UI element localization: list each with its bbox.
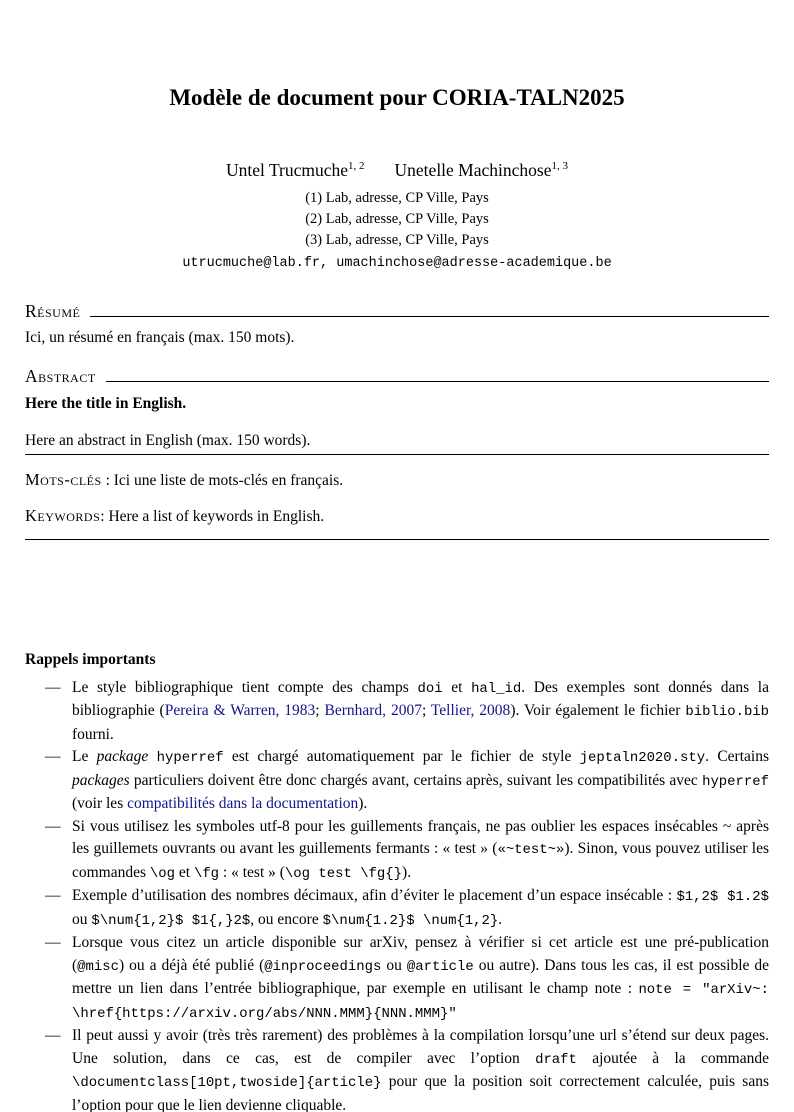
code-text: \og xyxy=(149,865,176,882)
body-text: et xyxy=(175,863,194,881)
body-text: ou autre). Dans tous les cas, il est possible de mettre un lien dans l’entrée bibliographique, par exemple en utilisant le champ note : xyxy=(72,956,770,998)
author-emails: utrucmuche@lab.fr, umachinchose@adresse-academique.be xyxy=(182,255,612,271)
abstract-heading-rule xyxy=(106,381,769,382)
body-text: Si vous utilisez les symboles utf-8 pour les guillements français, ne pas oublier les espaces insécables ~ après les guillemets ouvrants ou avant les guillements fermants : « test » ( xyxy=(72,817,769,858)
body-text: ). xyxy=(402,863,412,881)
code-text: @article xyxy=(406,958,474,975)
list-item-text xyxy=(72,679,769,743)
body-text: ). Sinon, vous pouvez utiliser les commandes xyxy=(72,840,769,881)
code-text: biblio.bib xyxy=(685,704,770,721)
code-text: jeptaln2020.sty xyxy=(579,750,706,767)
citation-link[interactable]: Pereira & Warren, 1983 xyxy=(164,702,316,720)
author-1-name: Untel Trucmuche xyxy=(226,159,349,180)
keywords-text: Here a list of keywords in English. xyxy=(108,507,325,525)
abstract-text: Here an abstract in English (max. 150 words). xyxy=(25,430,769,455)
list-dash-icon: — xyxy=(45,748,61,766)
affiliation-1: (1) Lab, adresse, CP Ville, Pays xyxy=(305,189,489,206)
body-text: ) ou a déjà été publié ( xyxy=(119,956,265,974)
list-dash-icon: — xyxy=(45,887,61,905)
keywords-line xyxy=(25,506,769,540)
body-text: : « test » ( xyxy=(219,863,285,881)
list-item-guillemets xyxy=(25,816,769,886)
list-item-text xyxy=(72,818,769,881)
body-text: Il peut aussi y avoir (très très rarement) des problèmes à la compilation lorsqu’une url s’étend sur deux pages. Une solution, dans ce cas, est de compiler avec l’option xyxy=(72,1027,769,1067)
abstract-heading: Abstract xyxy=(25,365,96,386)
code-text: «~test~» xyxy=(497,842,565,859)
code-text: $\num{1,2}$ $1{,}2$ xyxy=(91,912,251,929)
italic-text: packages xyxy=(72,771,130,789)
body-text: particuliers doivent être donc chargés avant, certains après, suivant les compatibilités avec xyxy=(129,771,703,789)
body-text: Le xyxy=(72,748,97,766)
abstract-block xyxy=(25,301,769,540)
motscles-label: Mots-clés xyxy=(25,469,102,489)
rappels-list xyxy=(25,677,769,1112)
list-item-hyperref-package xyxy=(25,746,769,816)
code-text: hyperref xyxy=(156,750,224,767)
paper-title: Modèle de document pour CORIA-TALN2025 xyxy=(169,85,625,110)
affiliation-2: (2) Lab, adresse, CP Ville, Pays xyxy=(305,210,489,227)
list-item-decimal-numbers xyxy=(25,885,769,932)
body-text: (voir les xyxy=(72,795,128,813)
code-text: \fg xyxy=(193,865,220,882)
motscles-separator: : xyxy=(101,471,114,489)
code-text: @inproceedings xyxy=(264,958,382,975)
body-text: ). Voir également le fichier xyxy=(510,702,686,720)
list-item-bibliography-style xyxy=(25,677,769,747)
italic-text: package xyxy=(96,748,149,766)
abstract-heading-row xyxy=(25,366,769,386)
body-text: ajoutée à la commande xyxy=(576,1049,769,1067)
motscles-text: Ici une liste de mots-clés en français. xyxy=(113,471,344,489)
body-text xyxy=(148,748,156,765)
code-text: hyperref xyxy=(702,773,769,790)
authors-line xyxy=(25,155,769,181)
code-text: @misc xyxy=(77,958,119,975)
author-2 xyxy=(395,160,568,180)
list-dash-icon: — xyxy=(45,817,61,835)
code-text: $\num{1.2}$ \num{1,2} xyxy=(322,912,499,929)
list-item-url-compilation xyxy=(25,1025,769,1112)
citation-link[interactable]: Bernhard, 2007 xyxy=(324,702,422,720)
body-text: ou xyxy=(381,956,407,974)
keywords-label: Keywords xyxy=(25,505,101,525)
author-2-name: Unetelle Machinchose xyxy=(394,159,552,180)
code-text: doi xyxy=(417,680,443,697)
body-text: Lorsque vous citez un article disponible sur arXiv, pensez à vérifier si cet article est une pré-publication ( xyxy=(72,934,769,974)
code-text: $1,2$ $1.2$ xyxy=(676,889,769,906)
motscles-line xyxy=(25,470,769,491)
code-text: draft xyxy=(535,1051,577,1068)
code-text: \og test \fg{} xyxy=(284,865,403,882)
citation-link[interactable]: Tellier, 2008 xyxy=(430,702,511,720)
english-title: Here the title in English. xyxy=(25,394,187,412)
keywords-separator: : xyxy=(100,507,109,525)
list-item-arxiv-citation xyxy=(25,932,769,1025)
resume-text: Ici, un résumé en français (max. 150 mots). xyxy=(25,328,295,346)
section-heading-rappels: Rappels importants xyxy=(25,650,156,668)
author-2-affiliation-marks: 1, 3 xyxy=(551,160,568,172)
list-dash-icon: — xyxy=(45,934,61,952)
code-text: \documentclass[10pt,twoside]{article} xyxy=(72,1075,382,1092)
list-item-text xyxy=(72,1027,769,1112)
code-text: hal_id xyxy=(471,680,522,697)
list-item-text xyxy=(72,748,769,812)
body-text: fourni. xyxy=(72,725,114,743)
author-1 xyxy=(226,160,365,180)
body-text: ; xyxy=(315,702,325,720)
resume-heading-rule xyxy=(90,316,769,317)
body-text: Exemple d’utilisation des nombres décimaux, afin d’éviter le placement d’un espace insécable : xyxy=(72,887,677,905)
body-text: , ou encore xyxy=(250,910,323,928)
hyperlink[interactable]: compatibilités dans la documentation xyxy=(127,795,359,813)
resume-heading-row xyxy=(25,301,769,321)
body-text: . Des exemples sont donnés dans la bibliographie ( xyxy=(72,678,769,720)
list-item-text xyxy=(72,887,769,928)
body-text: ou xyxy=(72,910,92,928)
author-1-affiliation-marks: 1, 2 xyxy=(348,160,365,172)
body-text: Le style bibliographique tient compte des champs xyxy=(72,678,418,696)
resume-heading: Résumé xyxy=(25,300,81,321)
body-text: pour que la position soit correctement calculée, puis sans l’option pour que le lien devienne cliquable. xyxy=(72,1073,769,1112)
list-dash-icon: — xyxy=(45,678,61,696)
body-text: et xyxy=(442,678,472,696)
body-text: est chargé automatiquement par le fichier de style xyxy=(223,748,580,766)
code-text: note = "arXiv~: \href{https://arxiv.org/abs/NNN.MMM}{NNN.MMM}" xyxy=(72,982,769,1022)
body-text: ; xyxy=(421,702,431,720)
list-dash-icon: — xyxy=(45,1027,61,1045)
affiliation-3: (3) Lab, adresse, CP Ville, Pays xyxy=(305,231,489,248)
body-text: ). xyxy=(358,795,368,813)
list-item-text xyxy=(72,934,769,1021)
affiliations xyxy=(25,188,769,251)
body-text: . Certains xyxy=(705,748,769,766)
body-text: . xyxy=(498,910,503,928)
